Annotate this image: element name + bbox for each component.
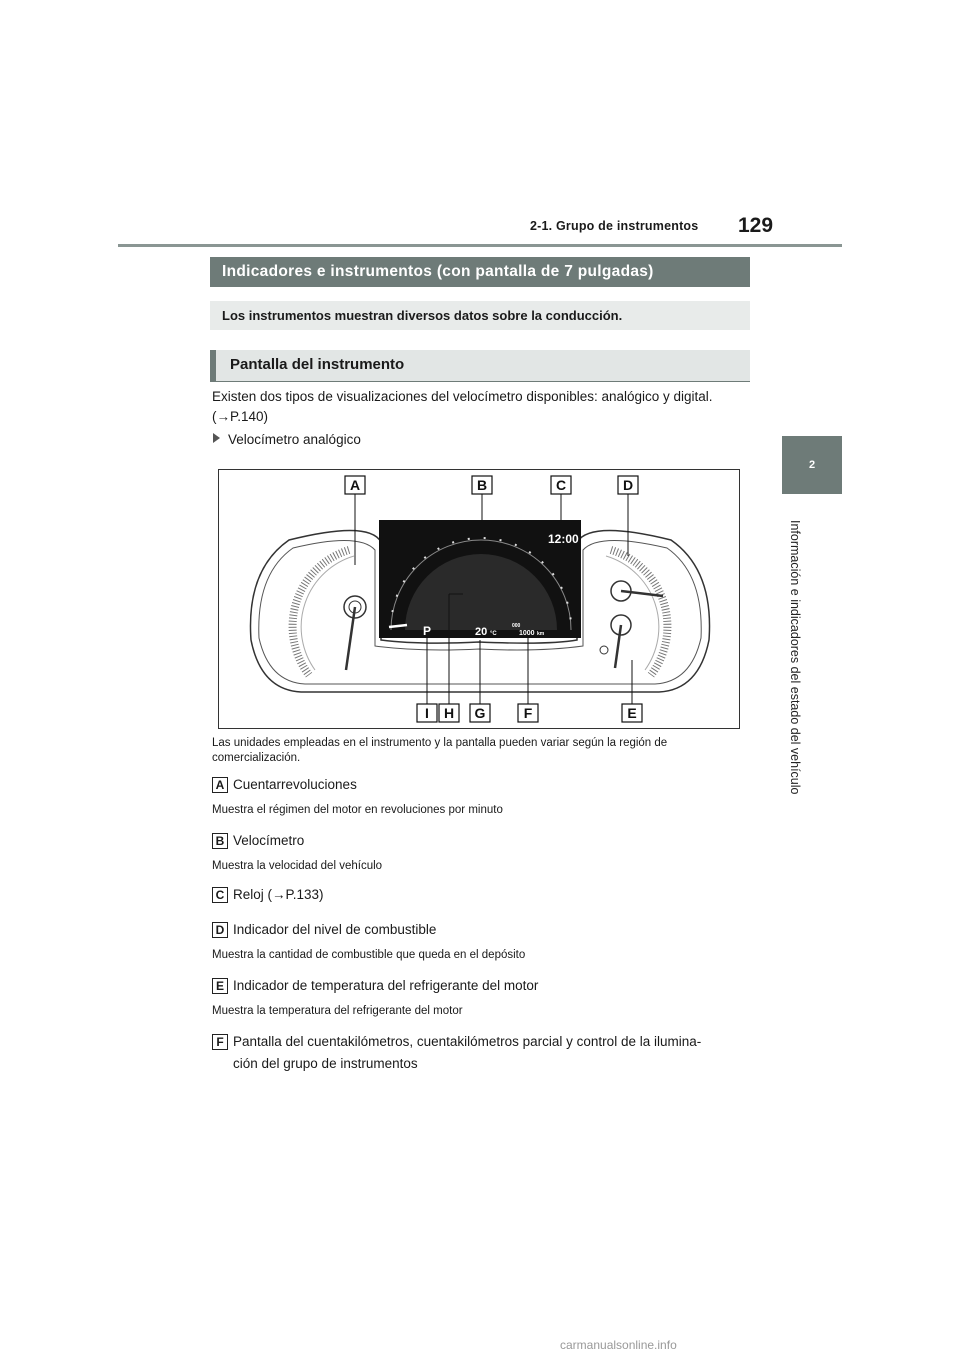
item-letter-B: B xyxy=(212,833,228,849)
section-title: Indicadores e instrumentos (con pantalla de 7 pulgadas) xyxy=(210,257,750,287)
item-label-B: Velocímetro xyxy=(233,833,305,848)
display-odo: 1000 xyxy=(519,630,535,637)
item-desc-E: Muestra la temperatura del refrigerante del motor xyxy=(212,1005,463,1017)
subheading-rule xyxy=(210,381,750,382)
callout-A: A xyxy=(349,477,361,493)
display-gear: P xyxy=(423,624,432,638)
display-clock: 12:00 xyxy=(548,532,579,546)
callout-H: H xyxy=(443,705,455,721)
callout-I: I xyxy=(425,705,429,721)
bullet-analog-speedometer: Velocímetro analógico xyxy=(213,432,361,447)
item-letter-C: C xyxy=(212,887,228,903)
intro-paragraph xyxy=(212,387,752,427)
callout-B: B xyxy=(476,477,488,493)
item-label-A: Cuentarrevoluciones xyxy=(233,777,357,792)
callout-G: G xyxy=(474,705,486,721)
display-odo-icon: 000 xyxy=(512,623,521,629)
units-note: Las unidades empleadas en el instrumento y la pantalla pueden variar según la región de comercialización. xyxy=(212,737,668,764)
instrument-cluster-illustration xyxy=(219,470,741,730)
callout-E: E xyxy=(627,705,637,721)
instrument-cluster-figure xyxy=(218,469,740,729)
callout-D: D xyxy=(622,477,634,493)
intro-line-2: (→P.140) xyxy=(212,409,269,424)
watermark: carmanualsonline.info xyxy=(560,1338,677,1352)
page-number: 129 xyxy=(738,214,774,237)
item-letter-D: D xyxy=(212,922,228,938)
running-header-section: 2-1. Grupo de instrumentos xyxy=(530,219,699,233)
chapter-tab: 2 xyxy=(782,436,842,494)
item-letter-A: A xyxy=(212,777,228,793)
display-temp: 20 xyxy=(475,626,488,638)
item-label-D: Indicador del nivel de combustible xyxy=(233,922,437,937)
callout-F: F xyxy=(523,705,533,721)
callout-C: C xyxy=(555,477,567,493)
subheading: Pantalla del instrumento xyxy=(210,350,750,381)
item-label-F: Pantalla del cuentakilómetros, cuentakilómetros parcial y control de la ilumina- xyxy=(233,1034,702,1049)
intro-line-1: Existen dos tipos de visualizaciones del velocímetro disponibles: analógico y digital. xyxy=(212,389,713,404)
item-letter-E: E xyxy=(212,978,228,994)
item-letter-F: F xyxy=(212,1034,228,1050)
triangle-bullet-icon xyxy=(213,433,220,443)
display-odo-unit: km xyxy=(537,631,545,637)
lead-summary: Los instrumentos muestran diversos datos sobre la conducción. xyxy=(210,301,750,330)
item-label-F-cont: ción del grupo de instrumentos xyxy=(233,1056,418,1071)
chapter-title-vertical: Información e indicadores del estado del vehículo xyxy=(788,520,802,795)
item-desc-B: Muestra la velocidad del vehículo xyxy=(212,860,383,872)
item-label-E: Indicador de temperatura del refrigerante del motor xyxy=(233,978,539,993)
header-rule xyxy=(118,244,842,247)
display-temp-unit: °C xyxy=(490,631,497,637)
item-label-C: Reloj (→P.133) xyxy=(233,887,324,902)
item-desc-A: Muestra el régimen del motor en revoluciones por minuto xyxy=(212,804,503,816)
item-desc-D: Muestra la cantidad de combustible que queda en el depósito xyxy=(212,949,526,961)
